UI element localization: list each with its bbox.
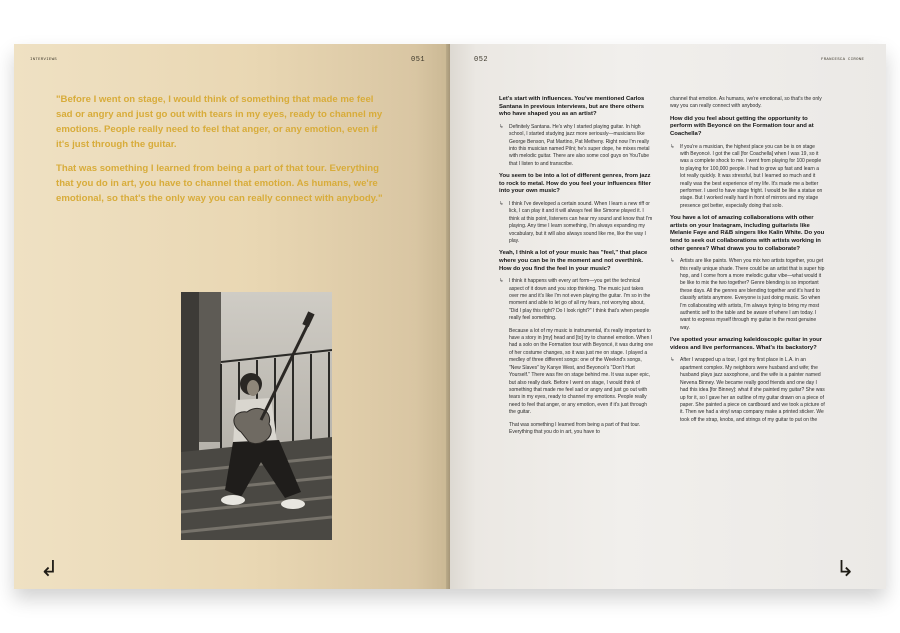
answer-2 [499,201,654,245]
question-4: How did you feel about getting the opportunity to perform with Beyoncé on the Formation tour and at Coachella? [670,115,814,137]
answer-4 [670,144,825,211]
pull-quote [56,92,386,215]
left-page [14,44,450,589]
answer-1-text: Definitely Santana. He's why I started playing guitar. In high school, I started studying jazz more seriously—musicians like George Benson, Pat Martino, Pat Metheny. Right now I'm really into this musician named Pilni; he's super dope, he mixes metal with melodic guitar. There are also some cool guys on YouTube that I listen to and transcribe. [509,123,650,167]
answer-6-text: After I wrapped up a tour, I got my first place in L.A. in an apartment complex. My neighbors were husband and wife; the husband plays jazz saxophone, and the wife is a painter named Nevena Binney. We became really good friends and one day I had this idea [for Binney]: what if she painted my guitar? She was up for it, so I gave her an outline of my guitar drawn on a piece of paper. She painted a piece on cardboard and we took a picture of it. Then we had a vinyl wrap company make a printed sticker. We took off the strap, knobs, and strings of my guitar to put on the [680,357,825,423]
bullet-arrow-icon: ↳ [499,123,504,130]
answer-5 [670,258,825,332]
guitarist-photo [181,292,332,540]
page-number-left: 051 [411,56,426,64]
bullet-arrow-icon: ↳ [670,143,675,150]
answer-4-text: If you're a musician, the highest place you can be is on stage with Beyoncé. I got the call [for Coachella] when I was 19, so it was a complete shock to me. I went from playing for 100 people to playing for 100,000 people. I had to grow up fast and learn a lot really quickly. It was stressful, but I learned so much and it really was the best experience of my life. It's made me a better performer. I used to have stage fright. I would be like a statue on stage. But I worked really hard in front of mirrors and my stage presence got better, especially doing that solo. [680,143,823,209]
answer-1 [499,124,654,168]
answer-3-text-3: That was something I learned from being a part of that tour. Everything that you do in art, you have to [509,421,641,435]
guitarist-photo-illustration [181,292,332,540]
question-1: Let's start with influences. You've mentioned Carlos Santana in previous interviews, but are there others who have shaped you as an artist? [499,96,645,118]
bullet-arrow-icon: ↳ [670,357,675,364]
question-2: You seem to be into a lot of different genres, from jazz to rock to metal. How do you feel your influences filter into your own music? [499,173,651,195]
section-label: INTERVIEWS [30,58,58,62]
answer-5-text: Artists are like paints. When you mix two artists together, you get this really unique shade. There could be an artist that is super hip hop, and I come from a more melodic guitar vibe—what would it be like to mix the two together? Genre blending is so important these days. All the genres are blending together and it's hard to classify artists anymore. Everyone is just doing music. So when I'm collaborating with artists, I'm always trying to bring my most authentic self to the table and be aware of where I am today. I want to express myself through my guitar in the most genuine way. [680,258,825,331]
right-page [450,44,886,589]
answer-3-text-2: Because a lot of my music is instrumental, it's really important to have a story in [my] head and [to] try to channel emotion. When I had a solo on the Formation tour with Beyoncé, it was during one of her costume changes, so it was just me on stage. I played a medley of three different songs: one of the Weeknd's songs, "New Slaves" by Kanye West, and Beyoncé's "Don't Hurt Yourself." There was fire on stage behind me. It was super epic, but also really dark. Before I went on stage, I would think of something that made me feel sad or angry and just go out with tears in my eyes, ready to channel my emotions. People really need to feel that anger, or any emotion, even if it's just through the guitar. [509,327,653,416]
question-5: You have a lot of amazing collaborations with other artists on your Instagram, including guitarists like Melanie Faye and R&B singers like Kalin White. Do you tend to seek out collaborations with artists working in other genres? What draws you to collaborate? [670,215,825,252]
answer-3-text: I think it happens with every art form—you get the technical aspect of it down and you stop thinking. The music just takes over me and it's like I'm not even playing the guitar. I'm so in the moment and able to let go of all my fears, not worrying about, "Did I play this right? Do I look right?" I think that's when people really feel something. [509,278,651,322]
author-label: FRANCESCA CIRONE [821,58,865,62]
continued-text: channel that emotion. As humans, we're emotional, so that's the only way you can really connect with anybody. [670,96,822,110]
return-arrow-icon: ↲ [40,556,59,581]
text-column-2 [670,96,825,429]
answer-3 [499,278,654,436]
question-6: I've spotted your amazing kaleidoscopic guitar in your videos and live performances. What's its backstory? [670,337,822,351]
pull-quote-paragraph-1: "Before I went on stage, I would think of something that made me feel sad or angry and just go out with tears in my eyes, ready to channel my emotions. People really need to feel that anger, or any emotion, even if it's just through the guitar. [56,94,383,150]
forward-arrow-icon: ↳ [836,556,855,581]
question-3: Yeah, I think a lot of your music has "feel," that place where you can be in the moment and not overthink. How do you find the feel in your music? [499,250,648,272]
pull-quote-paragraph-2: That was something I learned from being a part of that tour. Everything that you do in art, you have to channel that emotion. As humans, we're emotional, so that's the only way you can really connect with anybody." [56,163,383,204]
bullet-arrow-icon: ↳ [670,258,675,265]
answer-2-text: I think I've developed a certain sound. When I learn a new riff or lick, I can play it and it will always feel like Simone played it. I think at this point, listeners can hear my sound and know that I'm playing. Any time I learn something, I'm always expanding my vocabulary, but it will also always sound like me, like the way I play. [509,201,653,245]
answer-6 [670,357,825,424]
bullet-arrow-icon: ↳ [499,278,504,285]
bullet-arrow-icon: ↳ [499,201,504,207]
page-number-right: 052 [474,56,489,64]
text-column-1 [499,96,654,441]
